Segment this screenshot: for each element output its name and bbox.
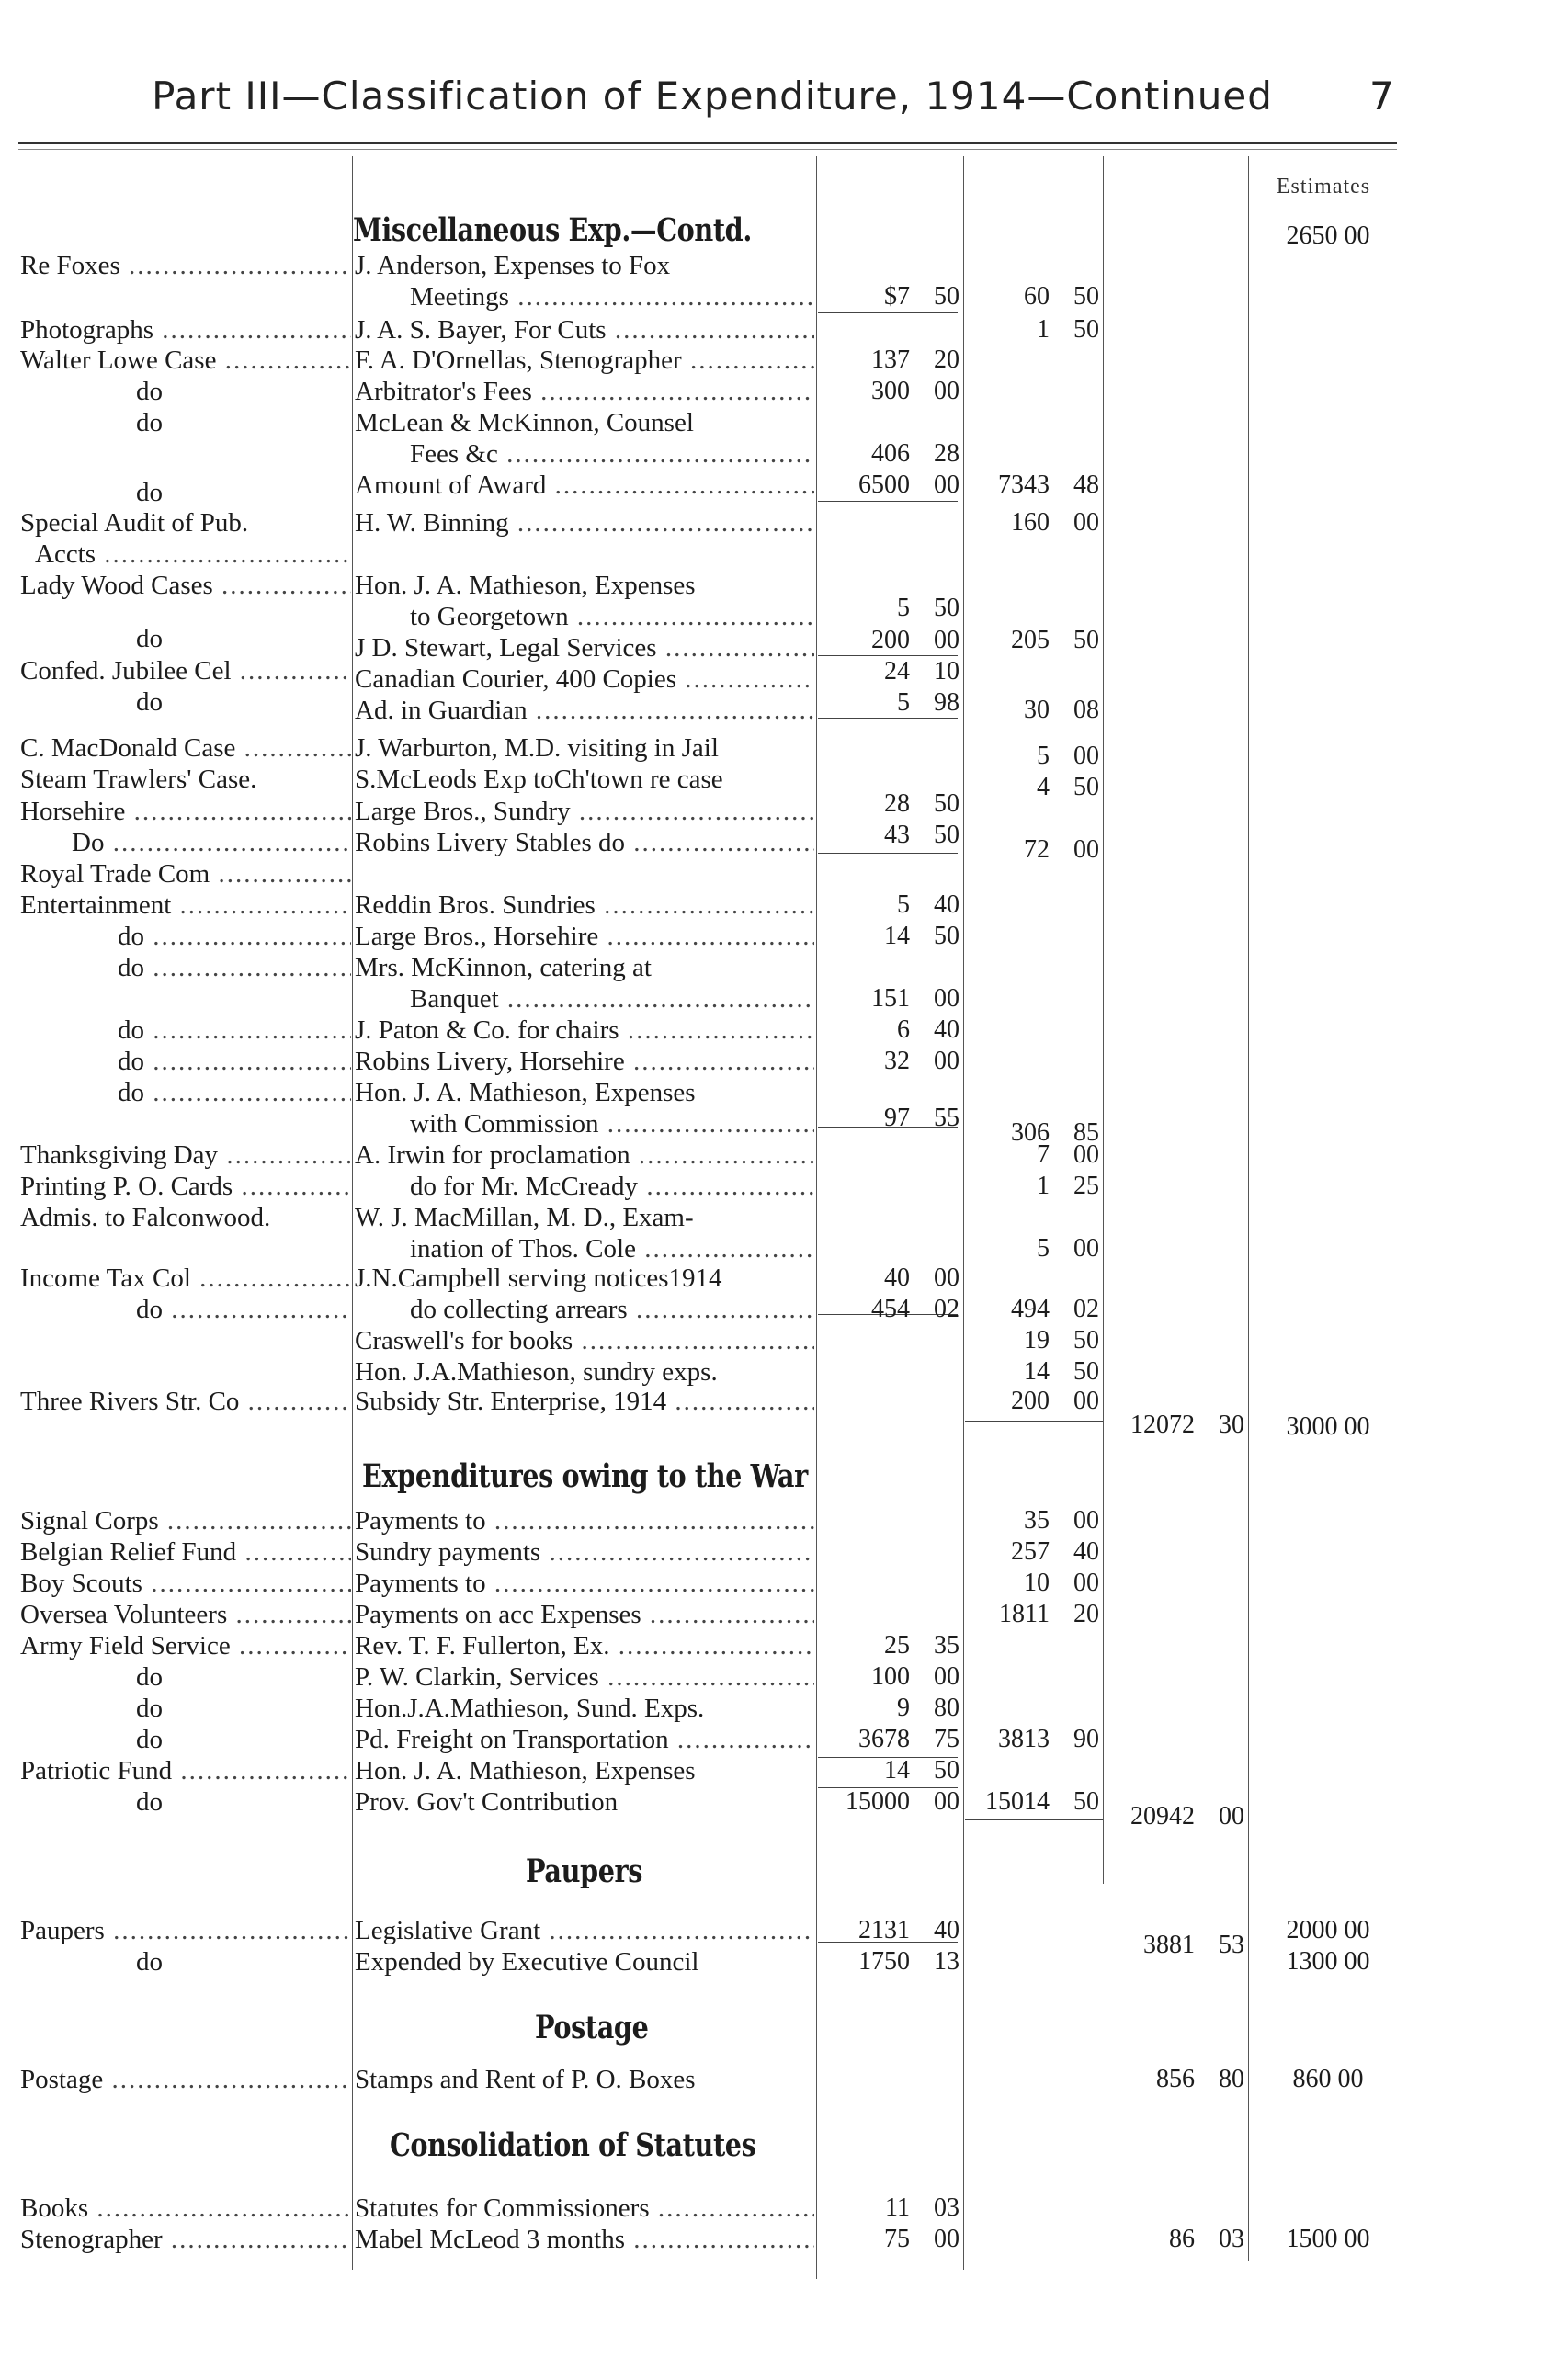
amount-dollars: 20942 bbox=[1130, 1802, 1195, 1830]
amount-dollars: 1750 bbox=[858, 1947, 910, 1976]
item-amount bbox=[757, 438, 959, 470]
item-description: Sundry payments ..... bbox=[355, 1536, 814, 1568]
subtotal-amount bbox=[897, 1505, 1099, 1536]
item-amount bbox=[757, 376, 959, 407]
item-description: Amount of Award ..... bbox=[355, 470, 814, 501]
item-description: Hon. J. A. Mathieson, Expenses bbox=[355, 1078, 696, 1107]
subtotal-amount bbox=[897, 772, 1099, 803]
row-label: Accts ..... bbox=[20, 538, 351, 570]
item-description: J.N.Campbell serving notices1914 bbox=[355, 1264, 722, 1293]
amount-dollars: 24 bbox=[884, 657, 910, 686]
row-label: Re Foxes ..... bbox=[20, 250, 351, 281]
amount-cents: 28 bbox=[934, 439, 959, 468]
amount-cents: 50 bbox=[934, 594, 959, 622]
subtotal-amount bbox=[897, 1356, 1099, 1388]
item-amount bbox=[757, 1915, 959, 1946]
item-amount bbox=[757, 1014, 959, 1046]
subtotal-amount bbox=[897, 1568, 1099, 1599]
sum-rule bbox=[818, 501, 958, 502]
subtotal-amount bbox=[897, 281, 1099, 312]
subtotal-amount bbox=[897, 1724, 1099, 1755]
item-description: Robins Livery Stables do ..... bbox=[355, 827, 814, 858]
item-description: H. W. Binning ..... bbox=[355, 507, 814, 538]
row-label: Postage ..... bbox=[20, 2064, 351, 2095]
item-description: Hon. J. A. Mathieson, Expenses bbox=[355, 571, 696, 600]
item-amount bbox=[757, 890, 959, 921]
section-heading: Expenditures owing to the War bbox=[362, 1457, 808, 1495]
estimate-amount: 2000 00 bbox=[1286, 1916, 1370, 1944]
item-amount bbox=[757, 656, 959, 687]
row-label: Income Tax Col ..... bbox=[20, 1263, 351, 1294]
item-description: Reddin Bros. Sundries ..... bbox=[355, 890, 814, 921]
row-label: Books ..... bbox=[20, 2193, 351, 2224]
amount-cents: 50 bbox=[934, 821, 959, 849]
amount-cents: 03 bbox=[1219, 2225, 1244, 2253]
estimate-amount: 860 00 bbox=[1292, 2065, 1364, 2093]
amount-dollars: 454 bbox=[871, 1295, 910, 1323]
amount-cents: 13 bbox=[934, 1947, 959, 1976]
amount-dollars: 35 bbox=[1024, 1506, 1050, 1535]
section-heading: Consolidation of Statutes bbox=[390, 2126, 756, 2164]
row-label: do ..... bbox=[20, 1046, 351, 1077]
amount-cents: 20 bbox=[934, 346, 959, 374]
item-description: Canadian Courier, 400 Copies ..... bbox=[355, 663, 814, 695]
row-label: Admis. to Falconwood. bbox=[20, 1203, 271, 1232]
amount-cents: 50 bbox=[934, 282, 959, 311]
item-description: Hon. J. A. Mathieson, Expenses bbox=[355, 1756, 696, 1785]
item-description: Large Bros., Sundry ..... bbox=[355, 796, 814, 827]
row-label: C. MacDonald Case ..... bbox=[20, 732, 351, 764]
amount-dollars: 30 bbox=[1024, 696, 1050, 724]
page-number: 7 bbox=[1369, 74, 1394, 119]
amount-cents: 55 bbox=[934, 1104, 959, 1132]
amount-cents: 00 bbox=[1073, 1387, 1099, 1415]
amount-cents: 00 bbox=[1073, 742, 1099, 770]
amount-dollars: 14 bbox=[884, 922, 910, 950]
row-label: do bbox=[136, 1694, 163, 1723]
estimate-amount: 1500 00 bbox=[1286, 2225, 1370, 2253]
amount-cents: 03 bbox=[934, 2193, 959, 2222]
subtotal-amount bbox=[897, 1171, 1099, 1202]
amount-dollars: 5 bbox=[897, 594, 910, 622]
amount-cents: 40 bbox=[934, 1916, 959, 1944]
amount-dollars: 3678 bbox=[858, 1725, 910, 1753]
amount-cents: 00 bbox=[1073, 835, 1099, 864]
amount-dollars: 205 bbox=[1011, 626, 1050, 654]
row-label: Army Field Service ..... bbox=[20, 1630, 351, 1661]
row-label: Steam Trawlers' Case. bbox=[20, 765, 257, 794]
amount-cents: 85 bbox=[1073, 1118, 1099, 1147]
subtotal-amount bbox=[897, 314, 1099, 346]
amount-dollars: 5 bbox=[897, 890, 910, 919]
item-description: Robins Livery, Horsehire ..... bbox=[355, 1046, 814, 1077]
amount-cents: 50 bbox=[1073, 315, 1099, 344]
row-label: do bbox=[136, 687, 163, 717]
amount-dollars: 3813 bbox=[998, 1725, 1050, 1753]
estimate-amount: 1300 00 bbox=[1286, 1947, 1370, 1976]
amount-cents: 50 bbox=[934, 922, 959, 950]
amount-cents: 00 bbox=[1073, 1569, 1099, 1597]
row-label: Patriotic Fund ..... bbox=[20, 1755, 351, 1786]
row-label: do ..... bbox=[20, 952, 351, 983]
amount-cents: 30 bbox=[1219, 1411, 1244, 1439]
row-label: Paupers ..... bbox=[20, 1915, 351, 1946]
row-label: do ..... bbox=[20, 1294, 351, 1325]
amount-dollars: 6500 bbox=[858, 470, 910, 499]
row-label: Do ..... bbox=[20, 827, 351, 858]
row-label: Boy Scouts ..... bbox=[20, 1568, 351, 1599]
total-amount bbox=[1042, 2064, 1244, 2095]
subtotal-amount bbox=[897, 1325, 1099, 1356]
row-label: Thanksgiving Day ..... bbox=[20, 1139, 351, 1171]
item-description: P. W. Clarkin, Services ..... bbox=[355, 1661, 814, 1693]
item-description: J. Warburton, M.D. visiting in Jail bbox=[355, 733, 719, 763]
amount-dollars: 25 bbox=[884, 1631, 910, 1660]
amount-dollars: 1 bbox=[1037, 315, 1050, 344]
amount-dollars: 14 bbox=[1024, 1357, 1050, 1386]
amount-cents: 80 bbox=[934, 1694, 959, 1722]
total-amount bbox=[1042, 1410, 1244, 1441]
row-label: Special Audit of Pub. bbox=[20, 508, 249, 538]
row-label: Oversea Volunteers ..... bbox=[20, 1599, 351, 1630]
row-label: do bbox=[136, 1662, 163, 1692]
amount-dollars: 6 bbox=[897, 1015, 910, 1044]
amount-dollars: 200 bbox=[871, 626, 910, 654]
amount-cents: 40 bbox=[1073, 1537, 1099, 1566]
amount-dollars: 3881 bbox=[1143, 1931, 1195, 1959]
row-label: Stenographer ..... bbox=[20, 2224, 351, 2255]
amount-dollars: 12072 bbox=[1130, 1411, 1195, 1439]
item-amount bbox=[757, 1661, 959, 1693]
item-description: Rev. T. F. Fullerton, Ex. ..... bbox=[355, 1630, 814, 1661]
item-description: do collecting arrears ..... bbox=[410, 1294, 814, 1325]
total-amount bbox=[1042, 1930, 1244, 1961]
subtotal-amount bbox=[897, 695, 1099, 726]
amount-dollars: 100 bbox=[871, 1662, 910, 1691]
column-rule bbox=[1248, 156, 1249, 2261]
total-amount bbox=[1042, 1801, 1244, 1832]
amount-cents: 20 bbox=[1073, 1600, 1099, 1628]
amount-cents: 00 bbox=[934, 1787, 959, 1816]
estimate-amount: 3000 00 bbox=[1286, 1412, 1370, 1441]
item-description: Banquet ..... bbox=[410, 983, 814, 1014]
item-description: Mabel McLeod 3 months ..... bbox=[355, 2224, 814, 2255]
amount-dollars: 257 bbox=[1011, 1537, 1050, 1566]
item-amount bbox=[757, 921, 959, 952]
amount-dollars: 60 bbox=[1024, 282, 1050, 311]
subtotal-amount bbox=[897, 507, 1099, 538]
total-amount bbox=[1042, 2224, 1244, 2255]
item-amount bbox=[757, 1046, 959, 1077]
amount-cents: 50 bbox=[1073, 626, 1099, 654]
amount-dollars: 19 bbox=[1024, 1326, 1050, 1354]
amount-cents: 00 bbox=[934, 470, 959, 499]
subtotal-amount bbox=[897, 1536, 1099, 1568]
amount-cents: 50 bbox=[934, 1756, 959, 1785]
amount-dollars: 200 bbox=[1011, 1387, 1050, 1415]
subtotal-amount bbox=[897, 1294, 1099, 1325]
row-label: do bbox=[136, 1725, 163, 1754]
amount-cents: 00 bbox=[934, 1047, 959, 1075]
item-description: Statutes for Commissioners ..... bbox=[355, 2193, 814, 2224]
item-description: F. A. D'Ornellas, Stenographer ..... bbox=[355, 345, 814, 376]
row-label: Royal Trade Com ..... bbox=[20, 858, 351, 890]
row-label: Printing P. O. Cards ..... bbox=[20, 1171, 351, 1202]
item-description: Arbitrator's Fees ..... bbox=[355, 376, 814, 407]
item-description: do for Mr. McCready ..... bbox=[410, 1171, 814, 1202]
subtotal-amount bbox=[897, 1599, 1099, 1630]
amount-cents: 98 bbox=[934, 688, 959, 717]
amount-dollars: 1 bbox=[1037, 1172, 1050, 1200]
row-label: do bbox=[136, 624, 163, 653]
item-description: S.McLeods Exp toCh'town re case bbox=[355, 765, 723, 794]
amount-cents: 00 bbox=[1073, 1506, 1099, 1535]
amount-dollars: 300 bbox=[871, 377, 910, 405]
amount-cents: 90 bbox=[1073, 1725, 1099, 1753]
item-description: J D. Stewart, Legal Services ..... bbox=[355, 632, 814, 663]
amount-dollars: 75 bbox=[884, 2225, 910, 2253]
item-amount bbox=[757, 983, 959, 1014]
row-label: do bbox=[136, 408, 163, 437]
amount-cents: 00 bbox=[1073, 1140, 1099, 1169]
page-title: Part III—Classification of Expenditure, 1914—Continued bbox=[152, 74, 1273, 119]
amount-dollars: $7 bbox=[884, 282, 910, 311]
row-label: do bbox=[136, 478, 163, 507]
item-description: Meetings ..... bbox=[410, 281, 814, 312]
amount-cents: 02 bbox=[934, 1295, 959, 1323]
item-amount bbox=[757, 2193, 959, 2224]
item-description: Payments to ..... bbox=[355, 1505, 814, 1536]
amount-dollars: 406 bbox=[871, 439, 910, 468]
row-label: Horsehire ..... bbox=[20, 796, 351, 827]
amount-cents: 50 bbox=[1073, 773, 1099, 801]
amount-dollars: 40 bbox=[884, 1264, 910, 1292]
item-amount bbox=[757, 1263, 959, 1294]
amount-cents: 50 bbox=[1073, 1787, 1099, 1816]
amount-dollars: 7 bbox=[1037, 1140, 1050, 1169]
subtotal-amount bbox=[897, 1233, 1099, 1264]
item-description: McLean & McKinnon, Counsel bbox=[355, 408, 694, 437]
amount-cents: 53 bbox=[1219, 1931, 1244, 1959]
amount-dollars: 5 bbox=[1037, 1234, 1050, 1263]
amount-dollars: 72 bbox=[1024, 835, 1050, 864]
amount-cents: 25 bbox=[1073, 1172, 1099, 1200]
amount-dollars: 14 bbox=[884, 1756, 910, 1785]
subtotal-amount bbox=[897, 470, 1099, 501]
item-amount bbox=[757, 1946, 959, 1978]
item-description: Stamps and Rent of P. O. Boxes bbox=[355, 2065, 696, 2094]
item-amount bbox=[757, 2224, 959, 2255]
item-description: Payments on acc Expenses ..... bbox=[355, 1599, 814, 1630]
row-label: do bbox=[136, 1787, 163, 1817]
item-description: Mrs. McKinnon, catering at bbox=[355, 953, 652, 982]
amount-cents: 00 bbox=[934, 377, 959, 405]
amount-cents: 50 bbox=[1073, 282, 1099, 311]
row-label: Belgian Relief Fund ..... bbox=[20, 1536, 351, 1568]
row-label: do ..... bbox=[20, 921, 351, 952]
row-label: Lady Wood Cases ..... bbox=[20, 570, 351, 601]
amount-cents: 00 bbox=[934, 984, 959, 1013]
item-description: Hon.J.A.Mathieson, Sund. Exps. bbox=[355, 1694, 705, 1723]
row-label: Photographs ..... bbox=[20, 314, 351, 346]
row-label: do ..... bbox=[20, 1014, 351, 1046]
item-description: Prov. Gov't Contribution bbox=[355, 1787, 619, 1817]
amount-dollars: 856 bbox=[1156, 2065, 1195, 2093]
amount-cents: 00 bbox=[934, 1662, 959, 1691]
item-description: with Commission ..... bbox=[410, 1108, 814, 1139]
item-description: Legislative Grant ..... bbox=[355, 1915, 814, 1946]
item-description: W. J. MacMillan, M. D., Exam- bbox=[355, 1203, 694, 1232]
amount-cents: 50 bbox=[934, 789, 959, 818]
amount-dollars: 43 bbox=[884, 821, 910, 849]
item-description: Expended by Executive Council bbox=[355, 1947, 699, 1977]
amount-dollars: 5 bbox=[897, 688, 910, 717]
amount-dollars: 160 bbox=[1011, 508, 1050, 537]
amount-dollars: 9 bbox=[897, 1694, 910, 1722]
item-amount bbox=[757, 1693, 959, 1724]
amount-dollars: 97 bbox=[884, 1104, 910, 1132]
subtotal-amount bbox=[897, 834, 1099, 866]
row-label: Signal Corps ..... bbox=[20, 1505, 351, 1536]
amount-cents: 00 bbox=[934, 626, 959, 654]
row-label: do bbox=[136, 377, 163, 406]
amount-dollars: 86 bbox=[1169, 2225, 1195, 2253]
estimate-amount: 2650 00 bbox=[1286, 221, 1370, 250]
section-heading: Paupers bbox=[526, 1853, 643, 1890]
amount-dollars: 15014 bbox=[985, 1787, 1050, 1816]
amount-cents: 50 bbox=[1073, 1357, 1099, 1386]
item-description: Large Bros., Horsehire ..... bbox=[355, 921, 814, 952]
item-description: to Georgetown ..... bbox=[410, 601, 814, 632]
amount-dollars: 15000 bbox=[846, 1787, 910, 1816]
amount-dollars: 28 bbox=[884, 789, 910, 818]
item-description: A. Irwin for proclamation ..... bbox=[355, 1139, 814, 1171]
item-amount bbox=[757, 345, 959, 376]
amount-dollars: 11 bbox=[885, 2193, 910, 2222]
amount-cents: 00 bbox=[934, 1264, 959, 1292]
amount-cents: 40 bbox=[934, 1015, 959, 1044]
item-amount bbox=[757, 1630, 959, 1661]
subtotal-amount bbox=[897, 1139, 1099, 1171]
amount-cents: 75 bbox=[934, 1725, 959, 1753]
amount-cents: 80 bbox=[1219, 2065, 1244, 2093]
amount-dollars: 494 bbox=[1011, 1295, 1050, 1323]
section-heading: Miscellaneous Exp.—Contd. bbox=[353, 211, 752, 249]
subtotal-amount bbox=[897, 625, 1099, 656]
item-description: Ad. in Guardian ..... bbox=[355, 695, 814, 726]
estimates-heading: Estimates bbox=[1276, 175, 1371, 198]
row-label: Entertainment ..... bbox=[20, 890, 351, 921]
amount-dollars: 10 bbox=[1024, 1569, 1050, 1597]
amount-dollars: 151 bbox=[871, 984, 910, 1013]
amount-dollars: 1811 bbox=[999, 1600, 1050, 1628]
amount-dollars: 4 bbox=[1037, 773, 1050, 801]
amount-cents: 00 bbox=[1219, 1802, 1244, 1830]
section-heading: Postage bbox=[535, 2009, 649, 2046]
amount-dollars: 306 bbox=[1011, 1118, 1050, 1147]
item-amount bbox=[757, 593, 959, 624]
row-label: do bbox=[136, 1947, 163, 1977]
item-description: Fees &c ..... bbox=[410, 438, 814, 470]
subtotal-amount bbox=[897, 741, 1099, 772]
item-description: J. A. S. Bayer, For Cuts ..... bbox=[355, 314, 814, 346]
column-rule bbox=[352, 156, 353, 2270]
amount-dollars: 137 bbox=[871, 346, 910, 374]
row-label: do ..... bbox=[20, 1077, 351, 1108]
item-description: Pd. Freight on Transportation ..... bbox=[355, 1724, 814, 1755]
column-rule bbox=[1103, 156, 1104, 1884]
amount-cents: 08 bbox=[1073, 696, 1099, 724]
amount-dollars: 32 bbox=[884, 1047, 910, 1075]
item-description: J. Paton & Co. for chairs ..... bbox=[355, 1014, 814, 1046]
amount-cents: 10 bbox=[934, 657, 959, 686]
sum-rule bbox=[818, 312, 958, 313]
amount-dollars: 2131 bbox=[858, 1916, 910, 1944]
amount-cents: 40 bbox=[934, 890, 959, 919]
item-description: ination of Thos. Cole ..... bbox=[410, 1233, 814, 1264]
row-label: Confed. Jubilee Cel ..... bbox=[20, 655, 351, 686]
item-description: Payments to ..... bbox=[355, 1568, 814, 1599]
item-description: Hon. J.A.Mathieson, sundry exps. bbox=[355, 1357, 718, 1387]
item-description: J. Anderson, Expenses to Fox bbox=[355, 251, 671, 280]
row-label: Walter Lowe Case ..... bbox=[20, 345, 351, 376]
amount-cents: 48 bbox=[1073, 470, 1099, 499]
amount-cents: 00 bbox=[934, 2225, 959, 2253]
amount-cents: 00 bbox=[1073, 1234, 1099, 1263]
item-description: Craswell's for books ..... bbox=[355, 1325, 814, 1356]
amount-dollars: 5 bbox=[1037, 742, 1050, 770]
item-description: Subsidy Str. Enterprise, 1914 ..... bbox=[355, 1386, 814, 1417]
row-label: Three Rivers Str. Co ..... bbox=[20, 1386, 351, 1417]
amount-dollars: 7343 bbox=[998, 470, 1050, 499]
amount-cents: 02 bbox=[1073, 1295, 1099, 1323]
amount-cents: 50 bbox=[1073, 1326, 1099, 1354]
amount-cents: 00 bbox=[1073, 508, 1099, 537]
item-amount bbox=[757, 1755, 959, 1786]
amount-cents: 35 bbox=[934, 1631, 959, 1660]
